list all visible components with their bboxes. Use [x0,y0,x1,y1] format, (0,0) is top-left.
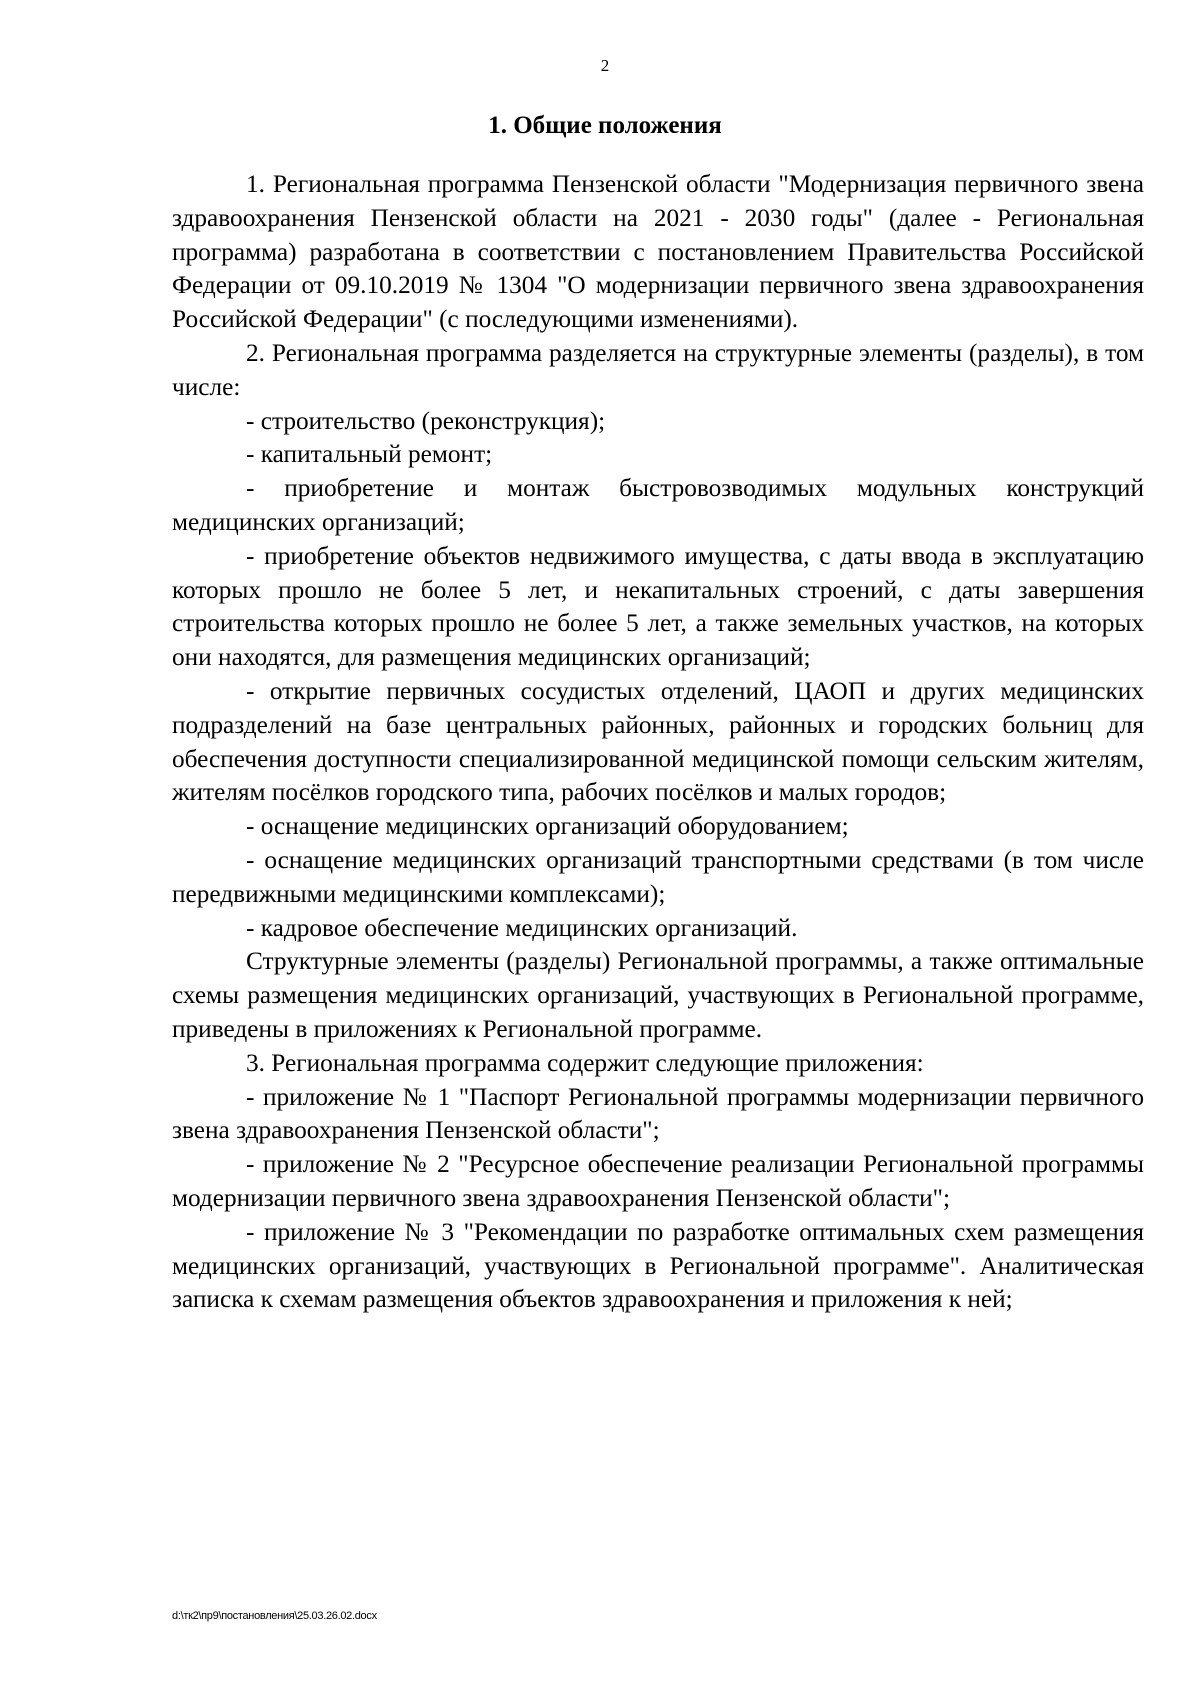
list-item-real-estate: - приобретение объектов недвижимого имущества, с даты ввода в эксплуатацию которых прошло не более 5 лет, и некапитальных строений, с даты завершения строительства которых прошло не более 5 лет, а также земельных участков, на которых они находятся, для размещения медицинских организаций; [172,541,1144,672]
list-item-equipment: - оснащение медицинских организаций оборудованием; [246,812,849,841]
list-item-vascular-departments: - открытие первичных сосудистых отделений, ЦАОП и других медицинских подразделений на базе центральных районных, районных и городских больниц для обеспечения доступности специализированной медицинской помощи сельским жителям, жителям посёлков городского типа, рабочих посёлков и малых городов; [172,676,1144,807]
paragraph-2: 2. Региональная программа разделяется на структурные элементы (разделы), в том числе: [172,338,1144,401]
paragraph-structural-elements: Структурные элементы (разделы) Региональной программы, а также оптимальные схемы размещения медицинских организаций, участвующих в Региональной программе, приведены в приложениях к Региональной программе. [172,947,1144,1043]
list-item-modular-structures: - приобретение и монтаж быстровозводимых модульных конструкций медицинских организаций; [172,474,1144,536]
section-heading: 1. Общие положения [488,112,722,139]
list-item-staffing: - кадровое обеспечение медицинских организаций. [246,913,798,942]
list-item-appendix-3: - приложение № 3 "Рекомендации по разработке оптимальных схем размещения медицинских организаций, участвующих в Региональной программе". Аналитическая записка к схемам размещения объектов здравоохранения и приложения к ней; [172,1217,1144,1314]
paragraph-1: 1. Региональная программа Пензенской области "Модернизация первичного звена здравоохранения Пензенской области на 2021 - 2030 годы" (далее - Региональная программа) разработана в соответствии с постановлением Правительства Российской Федерации от 09.10.2019 № 1304 "О модернизации первичного звена здравоохранения Российской Федерации" (с последующими изменениями). [172,170,1144,334]
list-item-appendix-1: - приложение № 1 "Паспорт Региональной программы модернизации первичного звена здравоохранения Пензенской области"; [172,1082,1144,1145]
document-body [172,168,1144,1317]
list-item-vehicles: - оснащение медицинских организаций транспортными средствами (в том числе передвижными медицинскими комплексами); [172,845,1144,908]
list-item-capital-repair: - капитальный ремонт; [246,440,493,469]
footer-file-path: d:\тк2\пр9\постановления\25.03.26.02.docx [172,1610,377,1622]
list-item-appendix-2: - приложение № 2 "Ресурсное обеспечение реализации Региональной программы модернизации первичного звена здравоохранения Пензенской области"; [172,1150,1144,1212]
list-item-construction: - строительство (реконструкция); [246,406,606,435]
paragraph-3: 3. Региональная программа содержит следующие приложения: [246,1048,924,1077]
page-number: 2 [600,56,610,75]
